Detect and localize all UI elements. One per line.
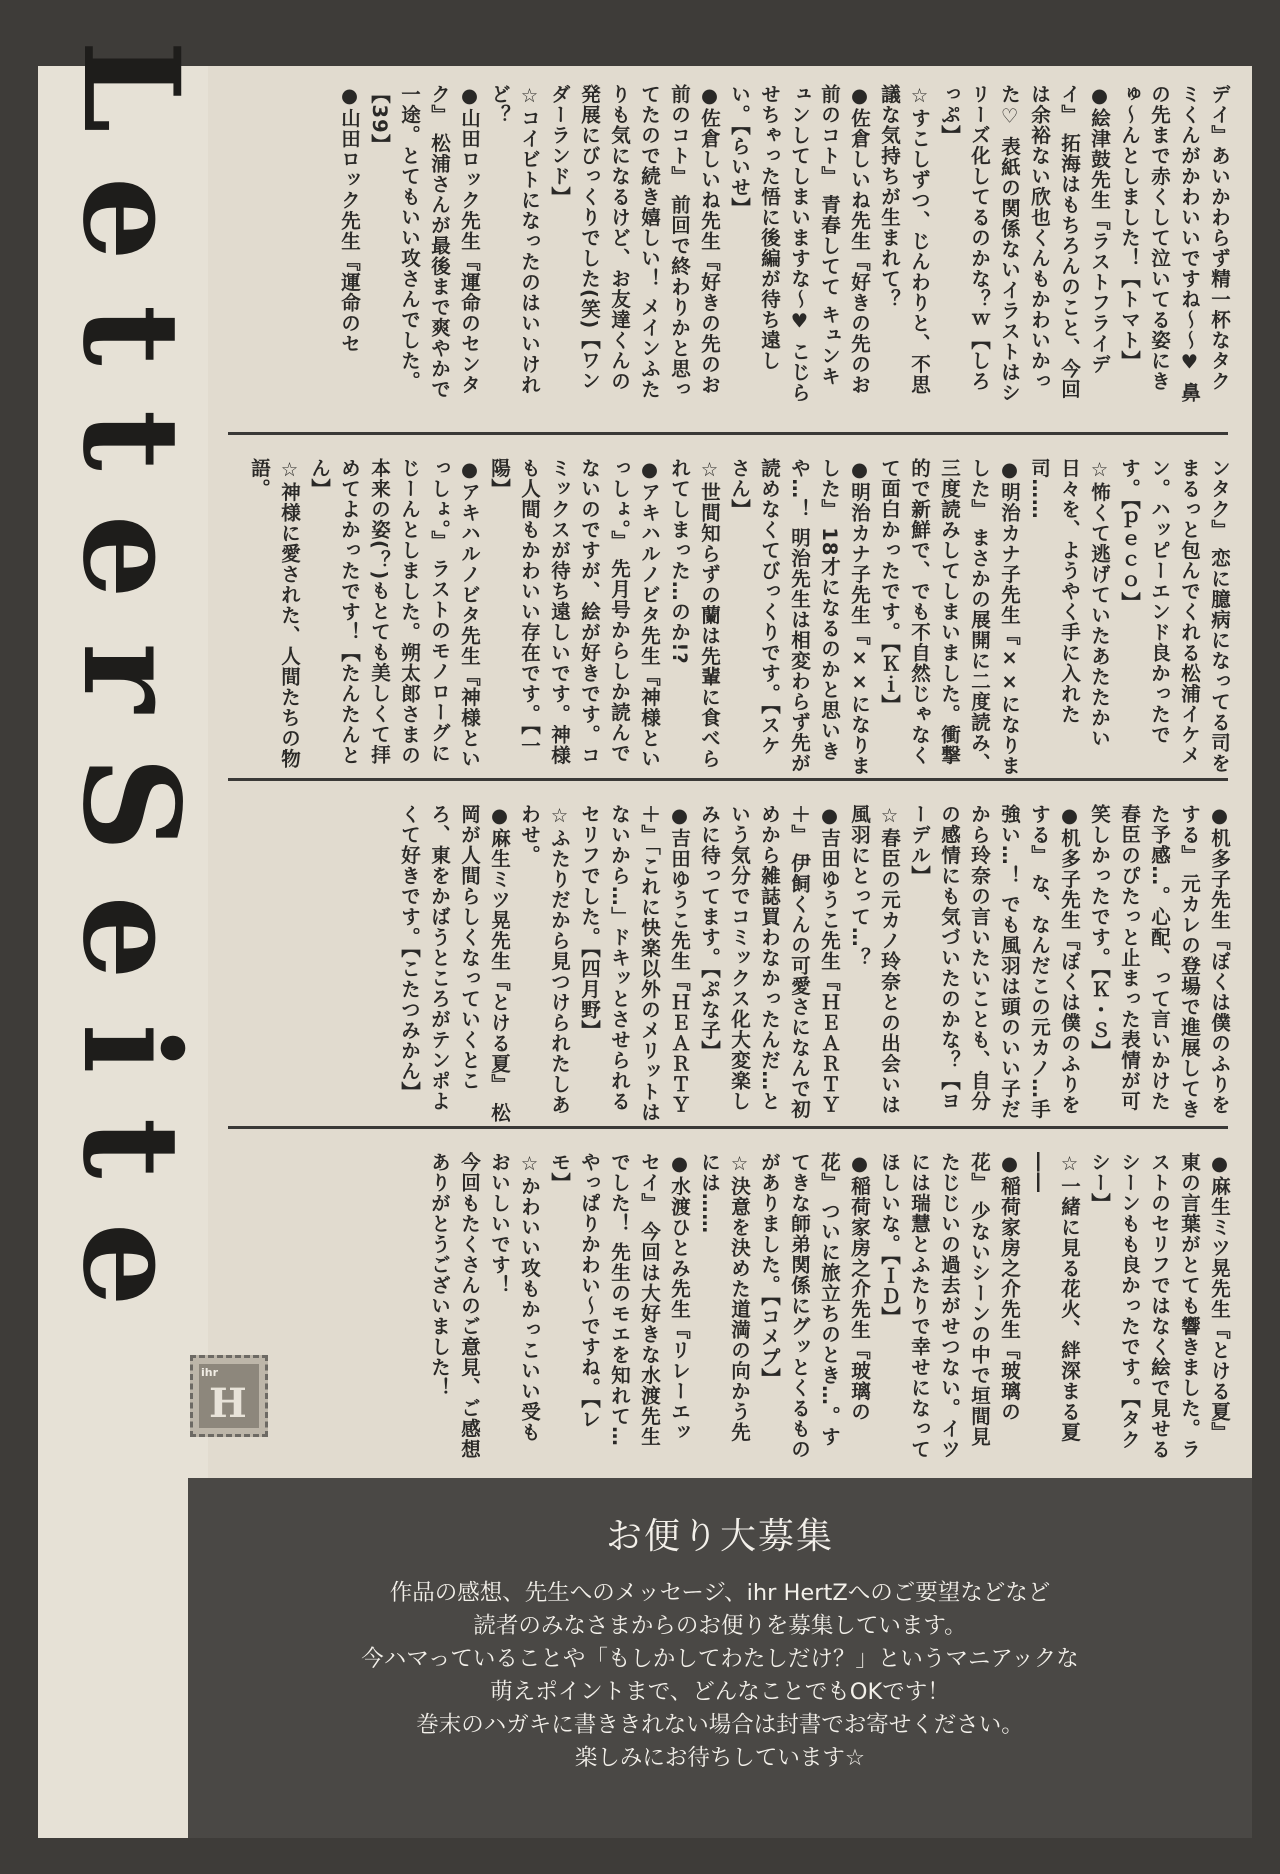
letters-section-2 [224, 458, 1234, 776]
letters-section-3 [224, 804, 1234, 1124]
invitation-line: 萌えポイントまで、どんなことでもOKです！ [490, 1679, 950, 1705]
letters-text-1: デイ』あいかわらず精一杯なタクミくんがかわいいですね〜〜♥ 鼻の先まで赤くして泣いてる姿にきゅ〜んとしました！【トマト】 ●絵津鼓先生『ラストフライデイ』 拓海はもちろんのこと、今回は余裕ない欣也くんもかわいかった♡ 表紙の関係ないイラストはシリーズ化してるのかな？ｗ【しろっぷ】 ☆すこしずつ、じんわりと、不思議な気持ちが生まれて？ ●佐倉しいね先生『好きの先のお前のコト』 青春してて キュンキュンしてしまいますな〜♥ こじらせちゃった悟に後編が待ち遠しい。【らいせ】 ●佐倉しいね先生『好きの先のお前のコト』 前回で終わりかと思ってたので続き嬉しい！ メインふたりも気になるけど、お友達くんの発展にびっくりでした(笑)【ワンダーランド】 ☆コイビトになったのはいいけれど？ ●山田ロック先生『運命のセンタク』 松浦さんが最後まで爽やかで一途。とてもいい攻さんでした。【39】 ●山田ロック先生『運命のセ [338, 84, 1231, 403]
invitation-line: 作品の感想、先生へのメッセージ、ihr HertZへのご要望などなど [389, 1580, 1051, 1606]
invitation-line: 今ハマっていることや「もしかしてわたしだけ？」というマニアックな [361, 1646, 1079, 1672]
letters-section-1 [224, 84, 1234, 406]
vertical-title: LetterSeite [53, 40, 208, 1351]
frame-right [1252, 0, 1280, 1874]
invitation-line: 楽しみにお待ちしています☆ [574, 1745, 866, 1771]
letters-text-4: ●麻生ミツ晃先生『とける夏』 東の言葉がとても響きました。ラストのセリフではなく絵で見せるシーンもも良かったです。【タクシー】 ☆一緒に見る花火、絆深まる夏―― ●稲荷家房之介先生『玻璃の花』 少ないシーンの中で垣間見たじじいの過去がせつない。イツには瑞慧とふたりで幸せになってほしいな。【ＩＤ】 ●稲荷家房之介先生『玻璃の花』 ついに旅立ちのとき…。すてきな師弟関係にグッとくるものがありました。【コメプ】 ☆決意を決めた道満の向かう先には…… ●水渡ひとみ先生『リレーエッセイ』 今回は大好きな水渡先生でした！ 先生のモエを知れて…やっぱりかわい〜ですね。【レモ】 ☆かわいい攻もかっこいい受もおいしいです！ 今回もたくさんのご意見、ご感想ありがとうございました！ [428, 1152, 1231, 1460]
invitation-line: 読者のみなさまからのお便りを募集しています。 [473, 1613, 967, 1639]
section-divider [228, 1126, 1228, 1129]
stamp-letter: H [209, 1380, 247, 1427]
letters-text-2: ンタク』 恋に臆病になってる司をまるっと包んでくれる松浦イケメン。ハッピーエンド良かったです。【ｐｅｃｏ】 ☆怖くて逃げていたあたたかい日々を、ようやく手に入れた司…… ●明治カナ子先生『××になりました』 まさかの展開に二度読み、三度読みしてしまいました。衝撃的で新鮮で、でも不自然じゃなくて面白かったです。【Ｋｉ】 ●明治カナ子先生『××になりました』 18才になるのかと思いきや…！ 明治先生は相変わらず先が読めなくてびっくりです。【スケさん】 ☆世間知らずの蘭は先輩に食べられてしまった…のか!? ●アキハルノビタ先生『神様といっしょ。』 先月号からしか読んでないのですが、絵が好きです。コミックスが待ち遠しいです。神様も人間もかわいい存在です。【一陽】 ●アキハルノビタ先生『神様といっしょ。』 ラストのモノローグにじーんとしました。朔太郎さまの本来の姿(？)もとても美しくて拝めてよかったです！【たんたんとん】 ☆神様に愛された、人間たちの物語。 [248, 458, 1231, 776]
invitation-body [188, 1577, 1252, 1775]
frame-bottom [0, 1838, 1280, 1874]
frame-left [0, 0, 38, 1874]
invitation-title: お便り大募集 [605, 1516, 834, 1557]
hertz-stamp-icon [190, 1355, 268, 1437]
letter-invitation-box [188, 1478, 1252, 1838]
section-divider [228, 432, 1228, 435]
letters-section-4 [428, 1152, 1234, 1462]
section-divider [228, 778, 1228, 781]
invitation-line: 巻末のハガキに書ききれない場合は封書でお寄せください。 [416, 1712, 1024, 1738]
stamp-label: ihr [201, 1366, 219, 1379]
letters-text-3: ●机多子先生『ぼくは僕のふりをする』 元カレの登場で進展してきた予感…。心配、って言いかけた春臣のぴたっと止まった表情が可笑しかったです。【Ｋ・Ｓ】 ●机多子先生『ぼくは僕のふりをする』 な、なんだこの元カノ…手強い…！ でも風羽は頭のいい子だから玲奈の言いたいことも、自分の感情にも気づいたのかな？【ヨーデル】 ☆春臣の元カノ玲奈との出会いは風羽にとって…？ ●吉田ゆうこ先生『ＨＥＡＲＴＹ＋』 伊飼くんの可愛さになんで初めから雑誌買わなかったんだ…という気分でコミックス化大変楽しみに待ってます。【ぷな子】 ●吉田ゆうこ先生『ＨＥＡＲＴＹ＋』「これに快楽以外のメリットはないから…」ドキッとさせられるセリフでした。【四月野】 ☆ふたりだから見つけられたしあわせ。 ●麻生ミツ晃先生『とける夏』 松岡が人間らしくなっていくところ、東をかばうところがテンポよくて好きです。【こたつみかん】 [398, 804, 1231, 1123]
